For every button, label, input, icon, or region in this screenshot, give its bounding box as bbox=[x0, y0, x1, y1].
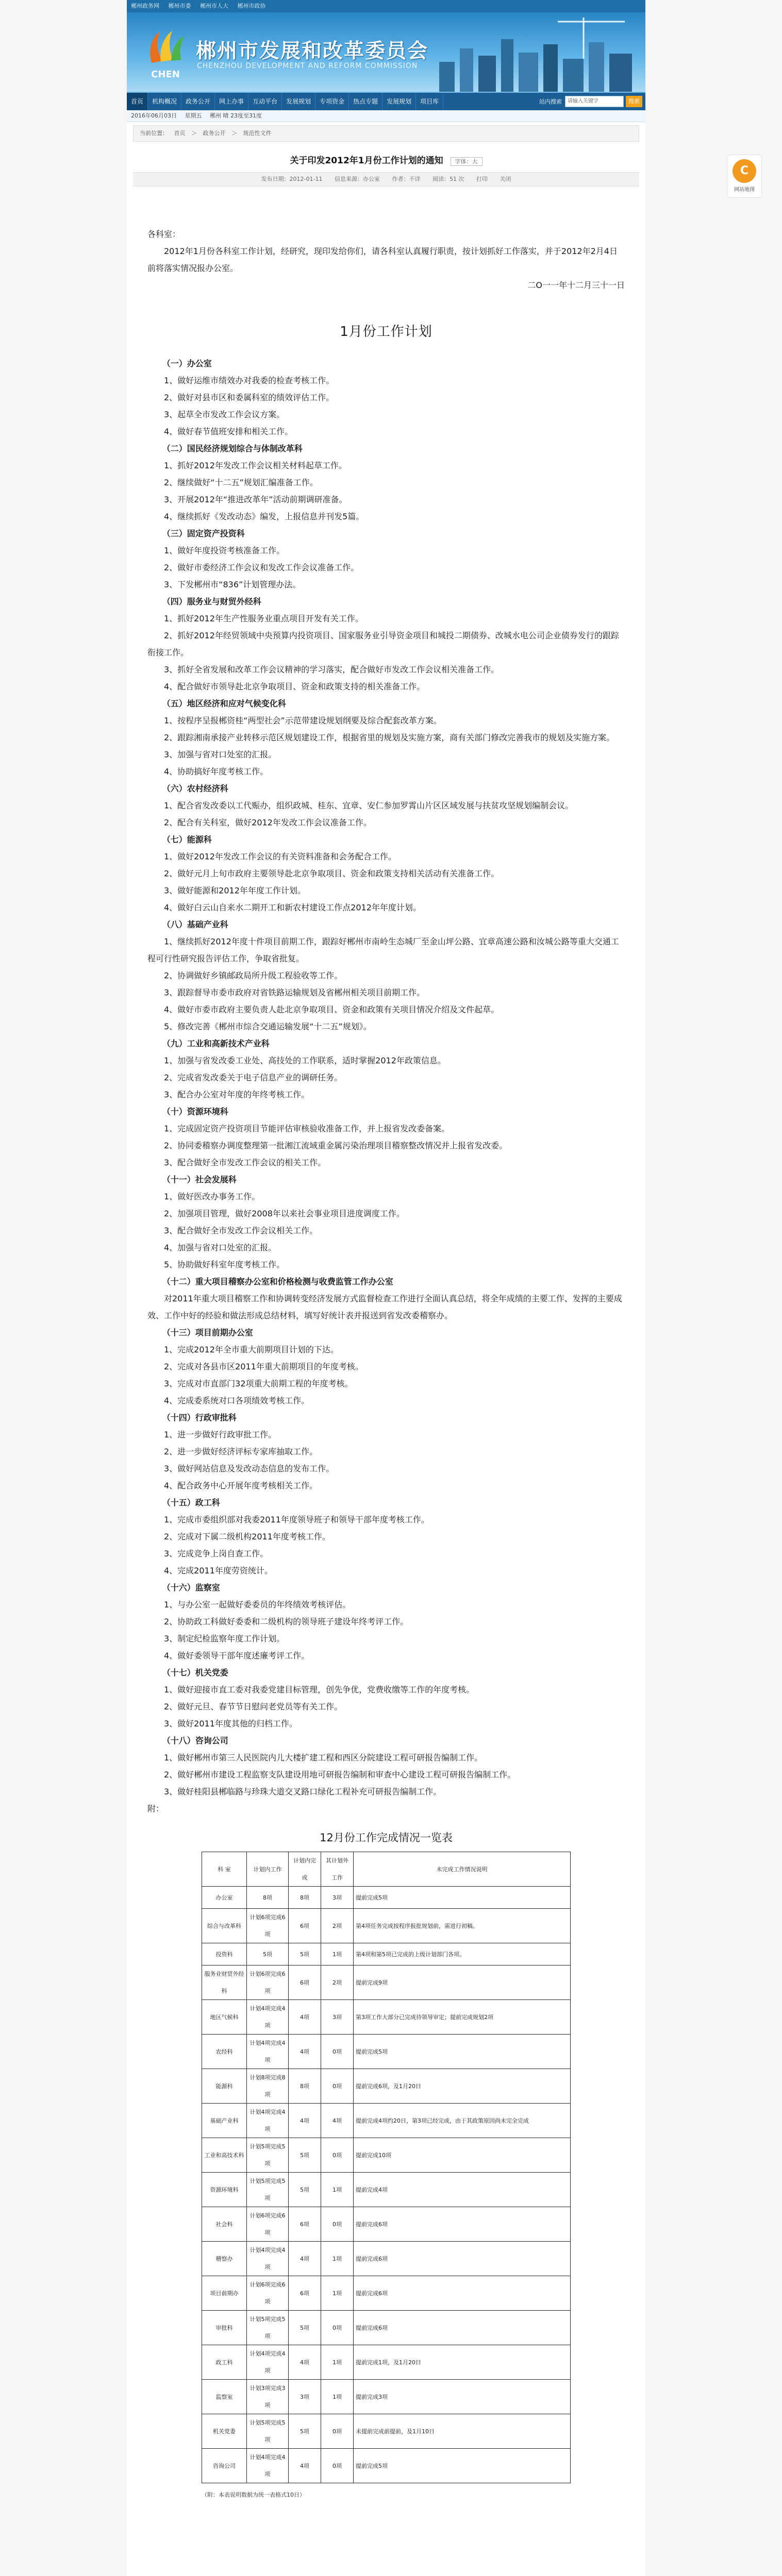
table-cell: 计划8项完成8项 bbox=[247, 2069, 289, 2104]
plan-section bbox=[147, 1664, 625, 1732]
section-item: 3、配合办公室对年度的年终考核工作。 bbox=[164, 1090, 310, 1099]
table-row bbox=[202, 2207, 571, 2242]
table-cell: 工业和高技术科 bbox=[202, 2138, 247, 2173]
nav-online-service[interactable]: 网上办事 bbox=[215, 93, 248, 110]
plan-section bbox=[147, 916, 625, 1035]
table-cell: 8项 bbox=[289, 1887, 321, 1909]
plan-section bbox=[147, 780, 625, 831]
section-item: 3、跟踪督导市委市政府对省铁路运输规划及省郴州相关项目前期工作。 bbox=[164, 988, 425, 997]
article-title-row bbox=[127, 153, 645, 166]
section-item: 3、做好网站信息及发改动态信息的发布工作。 bbox=[164, 1464, 335, 1473]
table-cell: 2项 bbox=[321, 1965, 354, 2000]
breadcrumb-home[interactable]: 首页 bbox=[174, 130, 186, 137]
table-cell: 办公室 bbox=[202, 1887, 247, 1909]
section-item: 3、做好桂阳县郴临路与珍珠大道交叉路口绿化工程补充可研报告编制工作。 bbox=[164, 1787, 442, 1797]
info-weather: 郴州 晴 23度至31度 bbox=[210, 112, 262, 119]
section-item: 2、做好元月上旬市政府主要领导赴北京争取项目、资金和政策支持相关活动有关准备工作。 bbox=[164, 869, 500, 878]
table-cell: 4项 bbox=[289, 2242, 321, 2276]
table-cell: 计划5项完成5项 bbox=[247, 2173, 289, 2207]
nav-about[interactable]: 机构概况 bbox=[148, 93, 181, 110]
section-item: 4、配合政务中心开展年度考核相关工作。 bbox=[164, 1481, 318, 1490]
plan-section bbox=[147, 1035, 625, 1103]
table-row bbox=[202, 2173, 571, 2207]
table-cell: 4项 bbox=[289, 2449, 321, 2483]
table-cell: 计划4项完成4项 bbox=[247, 2035, 289, 2069]
table-cell: 计划5项完成5项 bbox=[247, 2414, 289, 2449]
meta-views: 阅读：51 次 bbox=[432, 176, 464, 182]
section-heading: （七）能源科 bbox=[162, 835, 212, 844]
article-title: 关于印发2012年1月份工作计划的通知 bbox=[290, 156, 443, 166]
section-heading: （十二）重大项目稽察办公室和价格检测与收费监管工作办公室 bbox=[162, 1277, 393, 1286]
table-cell: 4项 bbox=[289, 2035, 321, 2069]
meta-date: 发布日期：2012-01-11 bbox=[261, 176, 323, 182]
section-item: 3、完成竞争上岗自查工作。 bbox=[164, 1549, 269, 1558]
section-item: 1、加强与省发改委工业处、高技处的工作联系，适时掌握2012年政策信息。 bbox=[164, 1056, 446, 1065]
search-button[interactable]: 搜索 bbox=[626, 96, 642, 107]
section-item: 1、抓好2012年生产性服务业重点项目开发有关工作。 bbox=[164, 614, 363, 623]
table-cell: 政工科 bbox=[202, 2345, 247, 2380]
plan-section bbox=[147, 695, 625, 780]
meta-source: 信息来源：办公室 bbox=[334, 176, 380, 182]
side-badge-icon: C bbox=[733, 159, 756, 183]
section-item: 2、配合有关科室，做好2012年发改工作会议准备工作。 bbox=[164, 818, 372, 827]
plan-section bbox=[147, 525, 625, 593]
section-heading: （六）农村经济科 bbox=[162, 784, 228, 793]
table-cell: 地区气候科 bbox=[202, 2000, 247, 2035]
section-item: 4、做好春节值班安排和相关工作。 bbox=[164, 427, 293, 436]
table-cell: 8项 bbox=[247, 1887, 289, 1909]
table-cell: 计划5项完成5项 bbox=[247, 2311, 289, 2345]
section-item: 2、跟踪湘南承接产业转移示范区规划建设工作，根据省里的规划及实施方案，商有关部门修改完善我市的规划及实施方案。 bbox=[164, 733, 615, 742]
top-strip bbox=[127, 0, 645, 12]
table-cell: 提前完成6项 bbox=[354, 2276, 571, 2311]
plan-section bbox=[147, 831, 625, 916]
table-cell: 提前完成5项 bbox=[354, 2035, 571, 2069]
section-item: 1、做好郴州市第三人民医院内儿大楼扩建工程和西区分院建设工程可研报告编制工作。 bbox=[164, 1753, 483, 1762]
section-item: 3、开展2012年“推进改革年”活动前期调研准备。 bbox=[164, 495, 347, 504]
search-area bbox=[539, 95, 642, 108]
table-row bbox=[202, 1909, 571, 1943]
table-cell: 第4项任务完成按程序报批规划前，需进行初稿。 bbox=[354, 1909, 571, 1943]
table-row bbox=[202, 2311, 571, 2345]
article-date: 二Ο一一年十二月三十一日 bbox=[527, 280, 625, 290]
section-item: 1、做好2012年发改工作会议的有关资料准备和会务配合工作。 bbox=[164, 852, 396, 861]
table-cell: 提前完成3项 bbox=[354, 2380, 571, 2414]
table-cell: 计划4项完成4项 bbox=[247, 2000, 289, 2035]
plan-section bbox=[147, 1409, 625, 1494]
section-item: 2、抓好2012年经贸领域中央预算内投资项目、国家服务业引导资金项目和城投二期债券、改城水电公司企业债券发行的跟踪衔接工作。 bbox=[147, 631, 619, 657]
table-cell: 投资科 bbox=[202, 1943, 247, 1965]
logo-text: CHEN bbox=[151, 69, 180, 80]
section-heading: （十三）项目前期办公室 bbox=[162, 1328, 253, 1337]
table-cell: 第3项工作大部分已完成待领导审定；提前完成规划2项 bbox=[354, 2000, 571, 2035]
table-cell: 0项 bbox=[321, 2207, 354, 2242]
table-cell: 3项 bbox=[321, 1887, 354, 1909]
section-heading: （一）办公室 bbox=[162, 359, 212, 368]
section-item: 3、配合做好全市发改工作会议的相关工作。 bbox=[164, 1158, 326, 1167]
nav-topics[interactable]: 热点专题 bbox=[349, 93, 382, 110]
search-input[interactable]: 请输入关键字 bbox=[565, 96, 624, 107]
breadcrumb-current[interactable]: 规范性文件 bbox=[243, 130, 272, 137]
section-item: 3、加强与省对口处室的汇报。 bbox=[164, 750, 277, 759]
section-item: 1、继续抓好2012年度十件项目前期工作，跟踪好郴州市南岭生态城厂至金山坪公路、宜章高速公路和汝城公路等重大交通工程可行性研究报告评估工作，争取省批复。 bbox=[147, 937, 619, 963]
section-item: 1、做好运维市绩效办对我委的检查考核工作。 bbox=[164, 376, 335, 385]
table-row bbox=[202, 2414, 571, 2449]
top-link-1[interactable]: 郴州政务网 bbox=[131, 3, 159, 9]
table-cell: 3项 bbox=[289, 2380, 321, 2414]
top-link-3[interactable]: 郴州市人大 bbox=[200, 3, 228, 9]
table-cell: 5项 bbox=[289, 2173, 321, 2207]
table-cell: 6项 bbox=[289, 1965, 321, 2000]
nav-interaction[interactable]: 互动平台 bbox=[248, 93, 282, 110]
table-body bbox=[202, 1887, 571, 2483]
section-item: 1、配合省发改委以工代赈办，组织政城、桂东、宜章、安仁参加罗霄山片区区域发展与扶贫攻坚规划编制会议。 bbox=[164, 801, 574, 810]
table-cell: 5项 bbox=[289, 2414, 321, 2449]
table-cell: 提前完成6项 bbox=[354, 2207, 571, 2242]
breadcrumb bbox=[133, 125, 639, 142]
plan-section bbox=[147, 1171, 625, 1273]
table-row bbox=[202, 2449, 571, 2483]
table-cell: 项目前期办 bbox=[202, 2276, 247, 2311]
table-row bbox=[202, 2345, 571, 2380]
section-heading: （三）固定资产投资科 bbox=[162, 529, 245, 538]
table-cell: 4项 bbox=[289, 2000, 321, 2035]
table-cell: 0项 bbox=[321, 2449, 354, 2483]
col-notes: 未完成工作情况说明 bbox=[354, 1852, 571, 1887]
section-item: 4、完成委系统对口各项绩效考核工作。 bbox=[164, 1396, 310, 1405]
meta-close[interactable]: 关闭 bbox=[500, 176, 511, 182]
section-item: 1、做好迎接市直工委对我委党建目标管理，创先争优，党费收缴等工作的年度考核。 bbox=[164, 1685, 475, 1694]
section-heading: （九）工业和高新技术产业科 bbox=[162, 1039, 270, 1048]
table-cell: 计划5项完成5项 bbox=[247, 2138, 289, 2173]
table-cell: 能源科 bbox=[202, 2069, 247, 2104]
table-cell: 3项 bbox=[321, 2000, 354, 2035]
section-item: 2、协调做好乡镇邮政局所升级工程验收等工作。 bbox=[164, 971, 343, 980]
table-cell: 8项 bbox=[289, 2069, 321, 2104]
attachment-label: 附： bbox=[147, 1804, 164, 1814]
info-bar bbox=[127, 110, 645, 122]
table-cell: 4项 bbox=[289, 2345, 321, 2380]
section-item: 4、做好市委市政府主要负责人赴北京争取项目、资金和政策有关项目情况介绍及文件起草。 bbox=[164, 1005, 500, 1014]
table-cell: 提前完成9项 bbox=[354, 1965, 571, 2000]
table-cell: 0项 bbox=[321, 2035, 354, 2069]
table-cell: 0项 bbox=[321, 2414, 354, 2449]
section-item: 4、配合做好市领导赴北京争取项目、资金和政策支持的相关准备工作。 bbox=[164, 682, 425, 691]
section-item: 2、协助政工科做好委委和二级机构的领导班子建设年终考评工作。 bbox=[164, 1617, 409, 1626]
nav-dev-plan[interactable]: 发展规划 bbox=[382, 93, 416, 110]
table-cell: 机关党委 bbox=[202, 2414, 247, 2449]
table-row bbox=[202, 2069, 571, 2104]
city-skyline-image bbox=[429, 12, 645, 92]
breadcrumb-sep: ＞ bbox=[231, 130, 237, 137]
table-cell: 计划4项完成4项 bbox=[247, 2242, 289, 2276]
plan-section bbox=[147, 1324, 625, 1409]
section-heading: （八）基础产业科 bbox=[162, 920, 228, 929]
table-cell: 6项 bbox=[289, 2276, 321, 2311]
table-cell: 农经科 bbox=[202, 2035, 247, 2069]
table-row bbox=[202, 1943, 571, 1965]
section-item: 4、做好白云山自来水二期开工和新农村建设工作点2012年年度计划。 bbox=[164, 903, 421, 912]
col-planned: 计划内工作 bbox=[247, 1852, 289, 1887]
table-cell: 1项 bbox=[321, 2173, 354, 2207]
table-cell: 2项 bbox=[321, 1909, 354, 1943]
table-cell: 1项 bbox=[321, 2345, 354, 2380]
table-cell: 提前完成10项 bbox=[354, 2138, 571, 2173]
side-badge-label: 网站地图 bbox=[734, 187, 755, 193]
section-heading: （二）国民经济规划综合与体制改革科 bbox=[162, 444, 303, 453]
table-cell: 5项 bbox=[289, 1943, 321, 1965]
section-item: 4、协助搞好年度考核工作。 bbox=[164, 767, 269, 776]
table-cell: 提前完成6项 bbox=[354, 2311, 571, 2345]
section-heading: （十一）社会发展科 bbox=[162, 1175, 237, 1184]
table-cell: 咨询公司 bbox=[202, 2449, 247, 2483]
table-cell: 1项 bbox=[321, 2276, 354, 2311]
summary-table bbox=[202, 1852, 571, 2483]
table-header-row bbox=[202, 1852, 571, 1887]
section-item: 3、下发郴州市“836”计划管理办法。 bbox=[164, 580, 301, 589]
breadcrumb-prefix: 当前位置： bbox=[140, 130, 168, 137]
table-cell: 计划4项完成4项 bbox=[247, 2345, 289, 2380]
table-cell: 提前完成5项 bbox=[354, 2449, 571, 2483]
site-banner bbox=[127, 12, 645, 92]
section-item: 4、继续抓好《发改动态》编发，上报信息并刊发5篇。 bbox=[164, 512, 364, 521]
table-cell: 计划4项完成4项 bbox=[247, 2104, 289, 2138]
article-intro: 2012年1月份各科室工作计划，经研究，现印发给你们，请各科室认真履行职责，按计划抓好工作落实，并于2012年2月4日前将落实情况报办公室。 bbox=[147, 246, 618, 273]
table-cell: 提前完成6项 bbox=[354, 2242, 571, 2276]
plan-section bbox=[147, 1103, 625, 1171]
table-cell: 服务业财贸外经科 bbox=[202, 1965, 247, 2000]
table-cell: 提前完成4项 bbox=[354, 2173, 571, 2207]
section-item: 5、修改完善《郴州市综合交通运输发展“十二五”规划》。 bbox=[164, 1022, 372, 1031]
table-row bbox=[202, 2138, 571, 2173]
section-heading: （十四）行政审批科 bbox=[162, 1413, 237, 1422]
table-cell: 5项 bbox=[247, 1943, 289, 1965]
plan-section bbox=[147, 1494, 625, 1579]
section-item: 3、制定纪检监察年度工作计划。 bbox=[164, 1634, 285, 1643]
top-link-2[interactable]: 郴州市委 bbox=[168, 3, 191, 9]
meta-author: 作者：不详 bbox=[392, 176, 421, 182]
section-item: 2、加强项目管理，做好2008年以来社会事业项目进度调度工作。 bbox=[164, 1209, 405, 1218]
section-item: 1、完成2012年全市重大前期项目计划的下达。 bbox=[164, 1345, 339, 1354]
table-cell: 社会科 bbox=[202, 2207, 247, 2242]
plan-section bbox=[147, 1273, 625, 1324]
article-greeting: 各科室： bbox=[147, 229, 181, 239]
plan-section bbox=[147, 593, 625, 695]
section-item: 2、进一步做好经济评标专家库抽取工作。 bbox=[164, 1447, 318, 1456]
section-heading: （十）资源环境科 bbox=[162, 1107, 228, 1116]
table-cell: 监察室 bbox=[202, 2380, 247, 2414]
plan-title: 1月份工作计划 bbox=[340, 324, 432, 340]
table-cell: 提前完成1项，及1月20日 bbox=[354, 2345, 571, 2380]
table-row bbox=[202, 2242, 571, 2276]
floating-side-badge[interactable] bbox=[727, 155, 762, 198]
section-item: 1、完成固定资产投资项目节能评估审核验收准备工作，并上报省发改委备案。 bbox=[164, 1124, 450, 1133]
site-logo-icon[interactable] bbox=[142, 28, 189, 84]
table-title: 12月份工作完成情况一览表 bbox=[320, 1832, 453, 1844]
table-cell: 0项 bbox=[321, 2138, 354, 2173]
table-cell: 1项 bbox=[321, 1943, 354, 1965]
table-cell: 基础产业科 bbox=[202, 2104, 247, 2138]
col-extra: 其计划外工作 bbox=[321, 1852, 354, 1887]
table-cell: 资源环境科 bbox=[202, 2173, 247, 2207]
article-body bbox=[127, 187, 645, 2503]
table-cell: 计划6项完成6项 bbox=[247, 2207, 289, 2242]
breadcrumb-section[interactable]: 政务公开 bbox=[203, 130, 226, 137]
nav-home[interactable]: 首页 bbox=[127, 93, 148, 110]
meta-print[interactable]: 打印 bbox=[476, 176, 488, 182]
section-item: 1、与办公室一起做好委委员的年终绩效考核评估。 bbox=[164, 1600, 351, 1609]
table-cell: 0项 bbox=[321, 2069, 354, 2104]
table-row bbox=[202, 2000, 571, 2035]
info-date: 2016年06月03日 bbox=[131, 112, 177, 119]
section-heading: （十八）咨询公司 bbox=[162, 1736, 228, 1745]
search-label: 站内搜索 bbox=[539, 98, 562, 105]
site-subtitle: CHENZHOU DEVELOPMENT AND REFORM COMMISSION bbox=[197, 62, 418, 70]
table-cell: 提前完成6项，及1月20日 bbox=[354, 2069, 571, 2104]
table-row bbox=[202, 2276, 571, 2311]
article-meta bbox=[133, 172, 639, 187]
section-item: 1、做好医改办事务工作。 bbox=[164, 1192, 260, 1201]
section-item: 2、做好对县市区和委属科室的绩效评估工作。 bbox=[164, 393, 335, 402]
section-item: 1、按程序呈报郴资桂“两型社会”示范带建设规划纲要及综合配套改革方案。 bbox=[164, 716, 442, 725]
nav-project-lib[interactable]: 项目库 bbox=[416, 93, 443, 110]
nav-funds[interactable]: 专项资金 bbox=[315, 93, 349, 110]
nav-open-gov[interactable]: 政务公开 bbox=[181, 93, 215, 110]
section-item: 2、完成省发改委关于电子信息产业的调研任务。 bbox=[164, 1073, 343, 1082]
table-cell: 4项 bbox=[289, 2104, 321, 2138]
section-item: 3、做好能源和2012年年度工作计划。 bbox=[164, 886, 306, 895]
section-item: 2、协同委稽察办调度整理第一批湘江流域重金属污染治理项目稽察整改情况并上报省发改委。 bbox=[164, 1141, 508, 1150]
section-heading: （四）服务业与财贸外经科 bbox=[162, 597, 261, 606]
col-done: 计划内完成 bbox=[289, 1852, 321, 1887]
table-cell: 提前完成5项 bbox=[354, 1887, 571, 1909]
table-cell: 审批科 bbox=[202, 2311, 247, 2345]
site-title: 郴州市发展和改革委员会 bbox=[196, 40, 429, 63]
section-item: 2、完成对下属二级机构2011年度考核工作。 bbox=[164, 1532, 330, 1541]
font-size-toggle[interactable]: 字体：大 bbox=[451, 157, 482, 166]
section-item: 5、协助做好科室年度考核工作。 bbox=[164, 1260, 285, 1269]
table-cell: 6项 bbox=[289, 1909, 321, 1943]
plan-section bbox=[147, 1579, 625, 1664]
top-link-4[interactable]: 郴州市政协 bbox=[237, 3, 266, 9]
table-row bbox=[202, 2104, 571, 2138]
table-cell: 计划6项完成6项 bbox=[247, 1965, 289, 2000]
section-heading: （十七）机关党委 bbox=[162, 1668, 228, 1677]
info-weekday: 星期五 bbox=[185, 112, 202, 119]
plan-sections bbox=[147, 355, 625, 1800]
table-cell: 5项 bbox=[289, 2311, 321, 2345]
section-item: 1、完成市委组织部对我委2011年度领导班子和领导干部年度考核工作。 bbox=[164, 1515, 429, 1524]
section-item: 3、做好2011年度其他的归档工作。 bbox=[164, 1719, 297, 1728]
table-row bbox=[202, 2035, 571, 2069]
section-item: 4、做好委领导干部年度述廉考评工作。 bbox=[164, 1651, 310, 1660]
section-heading: （五）地区经济和应对气候变化科 bbox=[162, 699, 286, 708]
section-item: 3、起草全市发改工作会议方案。 bbox=[164, 410, 285, 419]
section-item: 4、加强与省对口处室的汇报。 bbox=[164, 1243, 277, 1252]
table-cell: 1项 bbox=[321, 2380, 354, 2414]
section-item: 2、做好郴州市建设工程监察支队建设用地可研报告编制和审查中心建设工程可研报告编制工作。 bbox=[164, 1770, 516, 1780]
summary-table-box bbox=[202, 1829, 571, 2503]
col-dept: 科 室 bbox=[202, 1852, 247, 1887]
page-container bbox=[127, 0, 645, 2576]
section-item: 3、完成对市直部门32项重大前期工程的年度考核。 bbox=[164, 1379, 353, 1388]
section-item: 对2011年重大项目稽察工作和协调转变经济发展方式监督检查工作进行全面认真总结，将全年成绩的主要工作、发挥的主要成效、工作中好的经验和做法形成总结材料，填写好统计表并报送到省发改委稽察办。 bbox=[147, 1294, 622, 1320]
plan-section bbox=[147, 355, 625, 440]
section-item: 2、继续做好“十二五”规划汇编准备工作。 bbox=[164, 478, 318, 487]
table-cell: 6项 bbox=[289, 2207, 321, 2242]
table-row bbox=[202, 1887, 571, 1909]
plan-section bbox=[147, 1732, 625, 1800]
section-heading: （十五）政工科 bbox=[162, 1498, 220, 1507]
table-cell: 稽察办 bbox=[202, 2242, 247, 2276]
table-cell: 1项 bbox=[321, 2242, 354, 2276]
section-item: 2、做好元旦、春节节日慰问老党员等有关工作。 bbox=[164, 1702, 343, 1711]
table-cell: 4项 bbox=[321, 2104, 354, 2138]
section-item: 3、配合做好全市发改工作会议相关工作。 bbox=[164, 1226, 318, 1235]
section-item: 3、抓好全省发展和改革工作会议精神的学习落实，配合做好市发改工作会议相关准备工作。 bbox=[164, 665, 500, 674]
nav-planning[interactable]: 发展规划 bbox=[282, 93, 315, 110]
main-nav bbox=[127, 92, 645, 110]
table-cell: 0项 bbox=[321, 2311, 354, 2345]
breadcrumb-sep: ＞ bbox=[191, 130, 197, 137]
table-cell: 计划6项完成6项 bbox=[247, 2276, 289, 2311]
table-cell: 5项 bbox=[289, 2138, 321, 2173]
section-heading: （十六）监察室 bbox=[162, 1583, 220, 1592]
table-cell: 综合与改革科 bbox=[202, 1909, 247, 1943]
section-item: 1、做好年度投资考核准备工作。 bbox=[164, 546, 285, 555]
table-cell: 计划4项完成4项 bbox=[247, 2449, 289, 2483]
table-row bbox=[202, 2380, 571, 2414]
table-cell: 第4项和第5项已完成的上级计划部门各项。 bbox=[354, 1943, 571, 1965]
section-item: 2、完成对各县市区2011年重大前期项目的年度考核。 bbox=[164, 1362, 363, 1371]
table-cell: 未提前完成前提前，及1月10日 bbox=[354, 2414, 571, 2449]
section-item: 4、完成2011年度劳资统计。 bbox=[164, 1566, 273, 1575]
plan-section bbox=[147, 440, 625, 525]
table-cell: 计划3项完成3项 bbox=[247, 2380, 289, 2414]
section-item: 2、做好市委经济工作会议和发改工作会议准备工作。 bbox=[164, 563, 359, 572]
section-item: 1、抓好2012年发改工作会议相关材料起草工作。 bbox=[164, 461, 347, 470]
table-cell: 提前完成4项约20日，第3项已经完成，由于其政策原因尚未完全完成 bbox=[354, 2104, 571, 2138]
table-note: （附：本表说明数据为统一表格式10日） bbox=[202, 2492, 305, 2498]
table-cell: 计划6项完成6项 bbox=[247, 1909, 289, 1943]
section-item: 1、进一步做好行政审批工作。 bbox=[164, 1430, 277, 1439]
table-row bbox=[202, 1965, 571, 2000]
